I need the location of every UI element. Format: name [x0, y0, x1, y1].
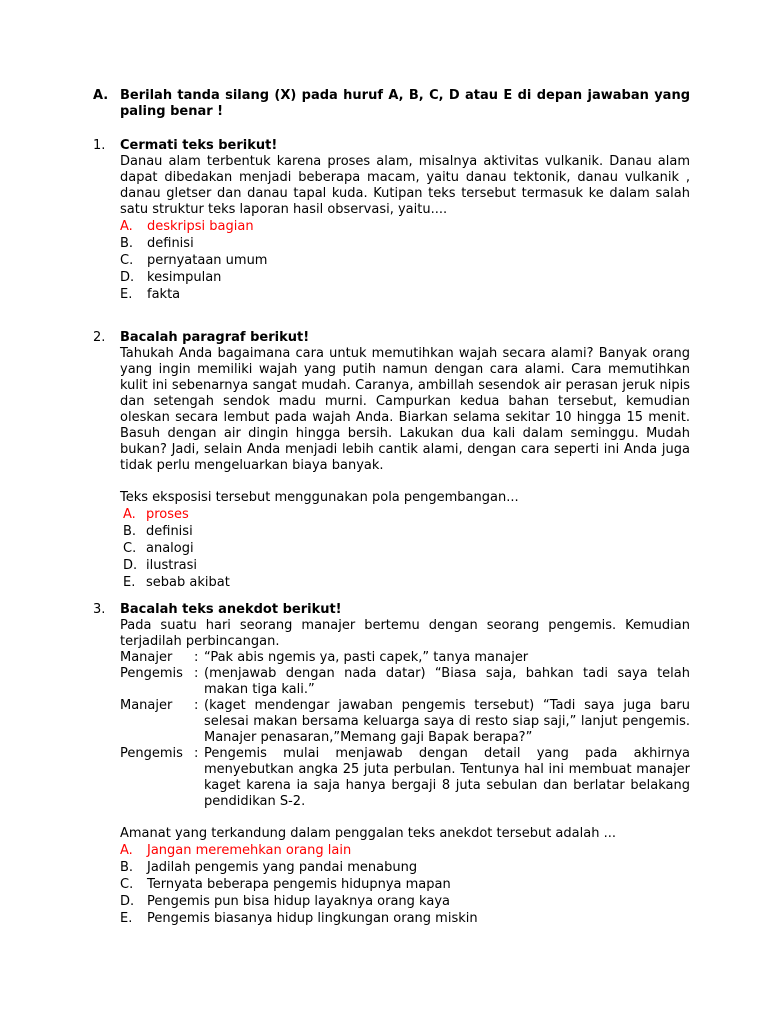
- question-prompt: Teks eksposisi tersebut menggunakan pola pengembangan...: [120, 490, 519, 505]
- options-list: [120, 218, 690, 303]
- question-number: 1.: [93, 138, 106, 153]
- option-e[interactable]: [120, 286, 690, 303]
- section-instruction: [93, 88, 690, 120]
- option-c[interactable]: [120, 876, 690, 893]
- option-letter: E.: [120, 911, 133, 926]
- option-d[interactable]: [120, 893, 690, 910]
- option-d[interactable]: [120, 269, 690, 286]
- option-b[interactable]: [123, 523, 690, 540]
- option-text: analogi: [146, 541, 194, 556]
- option-letter: A.: [120, 219, 133, 234]
- dialog-speaker: Manajer: [120, 698, 173, 713]
- question-1: [93, 138, 690, 303]
- option-letter: D.: [120, 270, 135, 285]
- option-a-correct[interactable]: [120, 218, 690, 235]
- option-d[interactable]: [123, 557, 690, 574]
- dialog-text: “Pak abis ngemis ya, pasti capek,” tanya manajer: [204, 650, 529, 665]
- options-list: [120, 842, 690, 927]
- option-letter: A.: [123, 507, 136, 522]
- option-letter: C.: [123, 541, 137, 556]
- option-b[interactable]: [120, 859, 690, 876]
- question-title: Bacalah teks anekdot berikut!: [120, 602, 342, 617]
- option-e[interactable]: [123, 574, 690, 591]
- dialog-line: Pengemis : Pengemis mulai menjawab dengan detail yang pada akhirnya menyebutkan angka 25 juta perbulan. Tentunya hal ini membuat manajer kaget karena ia saja hanya bergaji 8 juta sebulan dan berlatar belakang pendidikan S-2.: [120, 746, 690, 809]
- option-letter: D.: [123, 558, 138, 573]
- dialog-text: (menjawab dengan nada datar) “Biasa saja, bahkan tadi saya telah makan tiga kali.”: [204, 666, 690, 697]
- option-letter: E.: [123, 575, 136, 590]
- option-text: proses: [146, 507, 189, 522]
- option-c[interactable]: [120, 252, 690, 269]
- option-a-correct[interactable]: [120, 842, 690, 859]
- option-a-correct[interactable]: [123, 506, 690, 523]
- option-letter: B.: [120, 860, 134, 875]
- question-title: Bacalah paragraf berikut!: [120, 330, 310, 345]
- option-letter: A.: [120, 843, 133, 858]
- instruction-text: Berilah tanda silang (X) pada huruf A, B, C, D atau E di depan jawaban yang paling benar !: [120, 88, 690, 119]
- option-text: Jangan meremehkan orang lain: [147, 843, 352, 858]
- option-letter: C.: [120, 253, 134, 268]
- option-text: Pengemis biasanya hidup lingkungan orang miskin: [147, 911, 478, 926]
- option-text: Jadilah pengemis yang pandai menabung: [147, 860, 418, 875]
- question-title: Cermati teks berikut!: [120, 138, 278, 153]
- option-letter: D.: [120, 894, 135, 909]
- option-text: Ternyata beberapa pengemis hidupnya mapan: [147, 877, 451, 892]
- option-letter: B.: [123, 524, 137, 539]
- option-text: definisi: [146, 524, 193, 539]
- question-number: 2.: [93, 330, 106, 345]
- option-text: kesimpulan: [147, 270, 222, 285]
- question-passage: Danau alam terbentuk karena proses alam, misalnya aktivitas vulkanik. Danau alam dapat dibedakan menjadi beberapa macam, yaitu danau tektonik, danau vulkanik , danau gletser dan danau tapal kuda. Kutipan teks tersebut termasuk ke dalam salah satu struktur teks laporan hasil observasi, yaitu....: [120, 154, 690, 217]
- option-text: Pengemis pun bisa hidup layaknya orang kaya: [147, 894, 450, 909]
- option-text: fakta: [147, 287, 181, 302]
- dialog-line: Pengemis : (menjawab dengan nada datar) “Biasa saja, bahkan tadi saya telah makan tiga kali.”: [120, 666, 690, 697]
- option-text: deskripsi bagian: [147, 219, 254, 234]
- question-passage: Tahukah Anda bagaimana cara untuk memutihkan wajah secara alami? Banyak orang yang ingin memiliki wajah yang putih namun dengan cara alami. Cara memutihkan kulit ini sebenarnya sangat mudah. Caranya, ambillah sesendok air perasan jeruk nipis dan setengah sendok madu murni. Campurkan kedua bahan tersebut, kemudian oleskan secara lembut pada wajah Anda. Biarkan selama sekitar 10 hingga 15 menit. Basuh dengan air dingin hingga bersih. Lakukan dua kali dalam seminggu. Mudah bukan? Jadi, selain Anda menjadi lebih cantik alami, dengan cara seperti ini Anda juga tidak perlu mengeluarkan biaya banyak.: [120, 346, 690, 473]
- dialog-speaker: Pengemis: [120, 746, 183, 761]
- dialog-text: (kaget mendengar jawaban pengemis tersebut) “Tadi saya juga baru selesai makan bersama keluarga saya di resto siap saji,” lanjut pengemis. Manajer penasaran,”Memang gaji Bapak berapa?”: [204, 698, 690, 745]
- section-letter: A.: [93, 88, 109, 103]
- option-text: definisi: [147, 236, 194, 251]
- option-letter: C.: [120, 877, 134, 892]
- dialog-line: Manajer : (kaget mendengar jawaban pengemis tersebut) “Tadi saya juga baru selesai makan bersama keluarga saya di resto siap saji,” lanjut pengemis. Manajer penasaran,”Memang gaji Bapak berapa?”: [120, 698, 690, 745]
- dialog-line: Manajer : “Pak abis ngemis ya, pasti capek,” tanya manajer: [120, 650, 690, 666]
- option-c[interactable]: [123, 540, 690, 557]
- dialog-speaker: Manajer: [120, 650, 173, 665]
- option-text: sebab akibat: [146, 575, 230, 590]
- option-e[interactable]: [120, 910, 690, 927]
- question-2: [93, 330, 690, 591]
- option-text: pernyataan umum: [147, 253, 268, 268]
- dialog-text: Pengemis mulai menjawab dengan detail yang pada akhirnya menyebutkan angka 25 juta perbulan. Tentunya hal ini membuat manajer kaget karena ia saja hanya bergaji 8 juta sebulan dan berlatar belakang pendidikan S-2.: [204, 746, 690, 809]
- options-list: [123, 506, 690, 591]
- option-b[interactable]: [120, 235, 690, 252]
- option-letter: E.: [120, 287, 133, 302]
- question-number: 3.: [93, 602, 106, 617]
- option-letter: B.: [120, 236, 134, 251]
- question-prompt: Amanat yang terkandung dalam penggalan teks anekdot tersebut adalah ...: [120, 826, 616, 841]
- dialog-speaker: Pengemis: [120, 666, 183, 681]
- question-3: [93, 602, 690, 927]
- option-text: ilustrasi: [146, 558, 198, 573]
- question-passage: Pada suatu hari seorang manajer bertemu dengan seorang pengemis. Kemudian terjadilah perbincangan.: [120, 618, 690, 649]
